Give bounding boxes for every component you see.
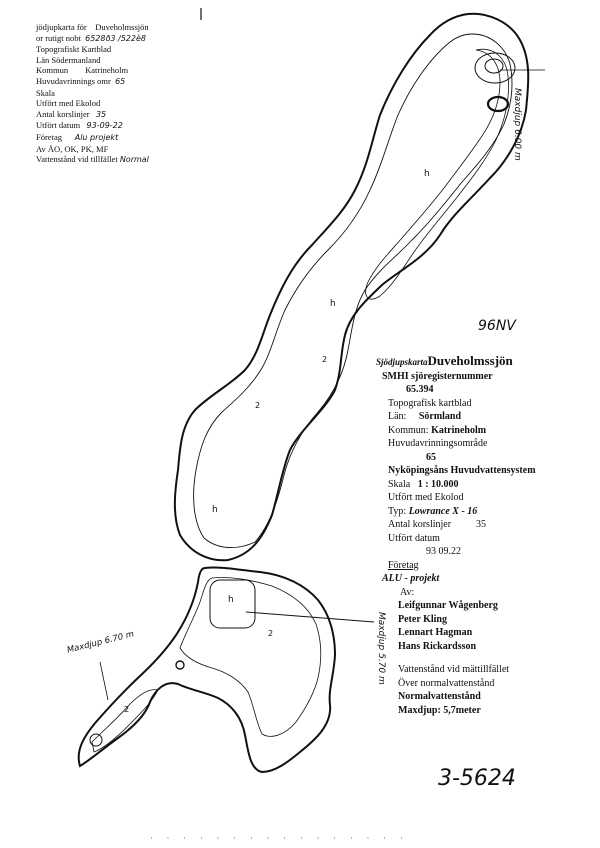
old-utfort: Utfört med Ekolod	[36, 98, 101, 109]
info-title-big: Duveholmssjön	[427, 353, 513, 368]
code-top: 96NV	[478, 318, 516, 334]
depth-mark: h	[330, 299, 336, 309]
old-av: Av ÅO, OK, PK, MF	[36, 143, 109, 154]
old-huvud-label: Huvudavrinnings omr	[36, 75, 111, 86]
small-island	[176, 661, 184, 669]
info-smhi-value: 65.394	[406, 384, 434, 395]
maxdjup-middle-label: Maxdjup 5.70 m	[376, 612, 386, 685]
scan-edge-dots: · · · · · · · · · · · · · · · ·	[150, 834, 409, 843]
old-title-label: jödjupkarta för	[36, 22, 87, 32]
info-lan-value: Sörmland	[418, 411, 462, 422]
maxdjup-north-label: Maxdjup 6.00 m	[512, 88, 522, 161]
info-vatten2: Över normalvattenstånd	[398, 677, 495, 689]
info-huvud-value: 65	[426, 451, 436, 463]
old-kommun-value: Katrineholm	[85, 65, 129, 76]
depth-contour-south	[180, 577, 321, 736]
info-kors-value: 35	[476, 519, 487, 530]
maxdjup-southwest-pointer	[100, 662, 108, 700]
old-header-block	[36, 22, 149, 166]
shoreline-south	[79, 567, 335, 772]
depth-mark: 2	[124, 705, 130, 714]
depth-mark: 2	[268, 629, 274, 638]
info-foretag-label: Företag	[388, 559, 419, 571]
info-topo-label: Topografisk kartblad	[388, 397, 472, 409]
old-kors-label: Antal korslinjer	[36, 108, 90, 119]
old-coord-value: 6528ð3 /522è8	[85, 33, 146, 43]
info-person: Peter Kling	[398, 613, 447, 625]
info-typ-label: Typ:	[388, 505, 407, 517]
info-lan-label: Län:	[388, 411, 407, 422]
old-topo: Topografiskt Kartblad	[36, 44, 112, 55]
depth-mark: 2	[255, 401, 261, 410]
old-coord-label: or rutigt nobt	[36, 32, 81, 43]
info-foretag-value: ALU - projekt	[382, 573, 440, 584]
info-datum-label: Utfört datum	[388, 532, 440, 544]
deep-spot-southwest	[90, 734, 102, 746]
info-av-label: Av:	[400, 586, 415, 598]
old-lan: Län Södermanland	[36, 54, 101, 65]
info-person: Hans Rickardsson	[398, 640, 477, 652]
info-maxdjup: Maxdjup: 5,7meter	[398, 704, 481, 716]
info-huvud-label: Huvudavrinningsområde	[388, 438, 488, 449]
old-huvud-value: 65	[115, 76, 126, 86]
code-bottom: 3-5624	[438, 766, 516, 791]
old-datum-value: 93-09-22	[86, 121, 123, 131]
info-system: Nyköpingsåns Huvudvattensystem	[388, 465, 536, 476]
old-foretag-label: Företag	[36, 131, 62, 142]
info-title-small: Sjödjupskarta	[376, 357, 428, 367]
info-kors-label: Antal korslinjer	[388, 519, 452, 530]
info-person: Leifgunnar Wågenberg	[398, 600, 498, 611]
old-kommun-label: Kommun	[36, 65, 69, 76]
info-smhi-label: SMHI sjöregisternummer	[382, 370, 493, 382]
depth-mark: h	[424, 169, 430, 179]
old-foretag-value: Alu projekt	[74, 132, 119, 142]
depth-mark: 2	[322, 355, 328, 364]
info-typ-value: Lowrance X - 16	[408, 505, 478, 517]
deep-ring-north-outer	[475, 53, 515, 83]
info-datum-value: 93 09.22	[426, 546, 461, 557]
old-title-value: Duveholmssjön	[95, 22, 149, 32]
maxdjup-southwest-label: Maxdjup 6.70 m	[66, 629, 136, 656]
old-vatten-label: Vattenstånd vid tillfället	[36, 154, 118, 165]
old-skala: Skala	[36, 87, 55, 98]
info-kommun-label: Kommun:	[388, 424, 429, 436]
info-vatten1: Vattenstånd vid mättillfället	[398, 664, 510, 675]
info-skala-label: Skala	[388, 478, 411, 490]
old-datum-label: Utfört datum	[36, 120, 81, 131]
info-person: Lennart Hagman	[398, 627, 473, 638]
old-kors-value: 35	[95, 109, 107, 119]
depth-mark: h	[212, 505, 218, 515]
info-kommun-value: Katrineholm	[431, 424, 487, 436]
info-utfort: Utfört med Ekolod	[388, 492, 464, 503]
info-vatten3: Normalvattenstånd	[398, 691, 481, 702]
depth-contour-north-inner	[366, 49, 509, 299]
info-skala-value: 1 : 10.000	[417, 478, 459, 490]
old-vatten-value: Normal	[119, 155, 149, 165]
depth-mark: h	[228, 595, 234, 605]
